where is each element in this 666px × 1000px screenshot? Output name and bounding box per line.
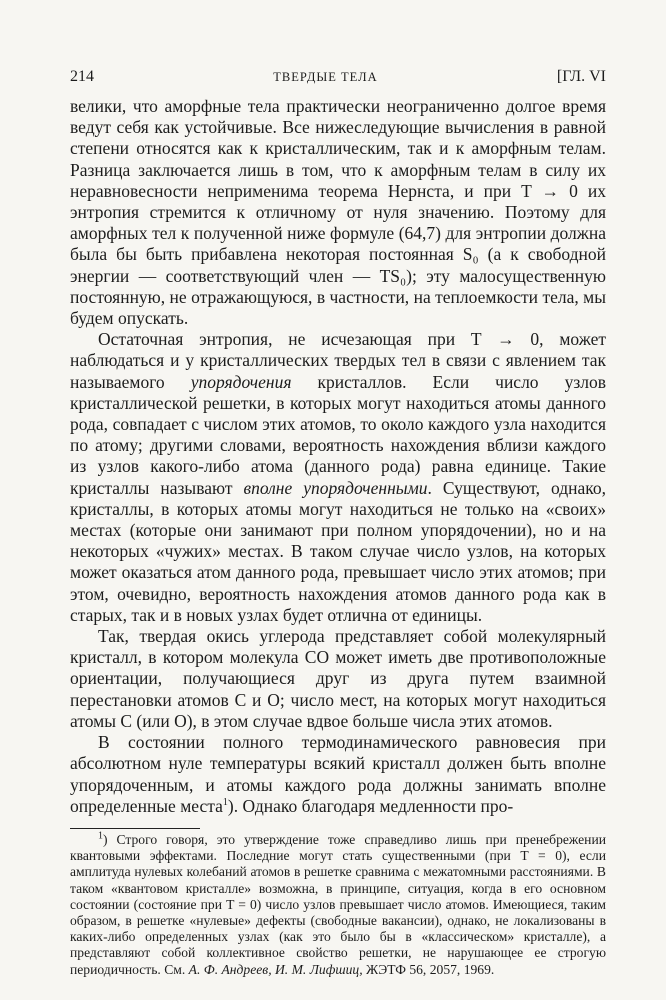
running-title: ТВЕРДЫЕ ТЕЛА [273, 70, 378, 84]
term-ordering: упорядочения [190, 371, 292, 392]
footnote-marker: 1 [222, 796, 228, 808]
paragraph-3: Так, твердая окись углерода представляет собой молекулярный кристалл, в котором молекула CO может иметь две противоположные ориентации, получающиеся друг из друга путем взаимной перестановки атомов C и O; число мест, на которых могут находиться атомы C (или O), в этом случае вдвое больше числа этих атомов. [70, 626, 606, 731]
footnote-text-a: ) Строго говоря, это утверждение тоже справедливо лишь при пренебрежении квантовыми эффектами. Последние могут стать существенными (при T = 0), если амплитуда нулевых колебаний атомов в решетке сравнима с межатомными расстояниями. В таком «квантовом кристалле» возможна, в принципе, ситуация, когда в его основном состоянии (состояние при T = 0) число узлов превышает число атомов. Имеющиеся, таким образом, в решетке «нулевые» дефекты (свободные вакансии), однако, не локализованы в каких-либо определенных узлах (как это было бы в «классическом» кристалле), а представляют собой коллективное свойство решетки, не нарушающее ее строгую периодичность. См. [70, 831, 606, 977]
paragraph-2 [70, 329, 606, 626]
footnote [70, 832, 606, 978]
paragraph-2-text-b: кристаллов. Если число узлов кристаллической решетки, в которых могут находиться атомы данного рода, совпадает с числом этих атомов, то около каждого узла находится по атому; другими словами, вероятность нахождения вблизи каждого из узлов какого-либо атома (данного рода) равна единице. Такие кристаллы называют [70, 371, 606, 498]
footnote-divider [70, 828, 200, 829]
chapter-label: [ГЛ. VI [556, 68, 606, 85]
paragraph-4-text-a: В состоянии полного термодинамического равновесия при абсолютном нуле температуры всякий кристалл должен быть вполне упорядоченным, и атомы каждого рода должны занимать вполне определенные места [70, 732, 606, 816]
term-fully-ordered: вполне упорядоченными [243, 477, 428, 498]
footnote-number: 1 [98, 830, 103, 842]
book-page [70, 68, 606, 978]
paragraph-4 [70, 732, 606, 817]
paragraph-2-text-c: . Существуют, однако, кристаллы, в которых атомы могут находиться не только на «своих» местах (которые они занимают при полном упорядочении), но и на некоторых «чужих» местах. В таком случае число узлов, на которых может оказаться атом данного рода, превышает число этих атомов; при этом, очевидно, вероятность нахождения атомов данного рода как в старых, так и в новых узлах будет отлична от единицы. [70, 477, 606, 625]
footnote-text-b: ЖЭТФ 56, 2057, 1969. [362, 961, 495, 977]
body-text [70, 96, 606, 817]
paragraph-1: велики, что аморфные тела практически неограниченно долгое время ведут себя как устойчивые. Все нижеследующие вычисления в равной степени относятся как к кристаллическим, так и к аморфным телам. Разница заключается лишь в том, что к аморфным телам в силу их неравновесности неприменима теорема Нернста, и при T → 0 их энтропия стремится к отличному от нуля значению. Поэтому для аморфных тел к полученной ниже формуле (64,7) для энтропии должна была бы быть прибавлена некоторая постоянная S₀ (а к свободной энергии — соответствующий член — TS₀); эту малосущественную постоянную, не отражающуюся, в частности, на теплоемкости тела, мы будем опускать. [70, 96, 606, 329]
footnote-authors: А. Ф. Андреев, И. М. Лифшиц, [188, 961, 363, 977]
paragraph-4-text-b: ). Однако благодаря медленности про- [227, 795, 514, 816]
page-header [70, 68, 606, 94]
paragraph-2-text-a: Остаточная энтропия, не исчезающая при T → 0, может наблюдаться и у кристаллических твердых тел в связи с явлением так называемого [70, 329, 606, 392]
page-number: 214 [70, 68, 94, 85]
